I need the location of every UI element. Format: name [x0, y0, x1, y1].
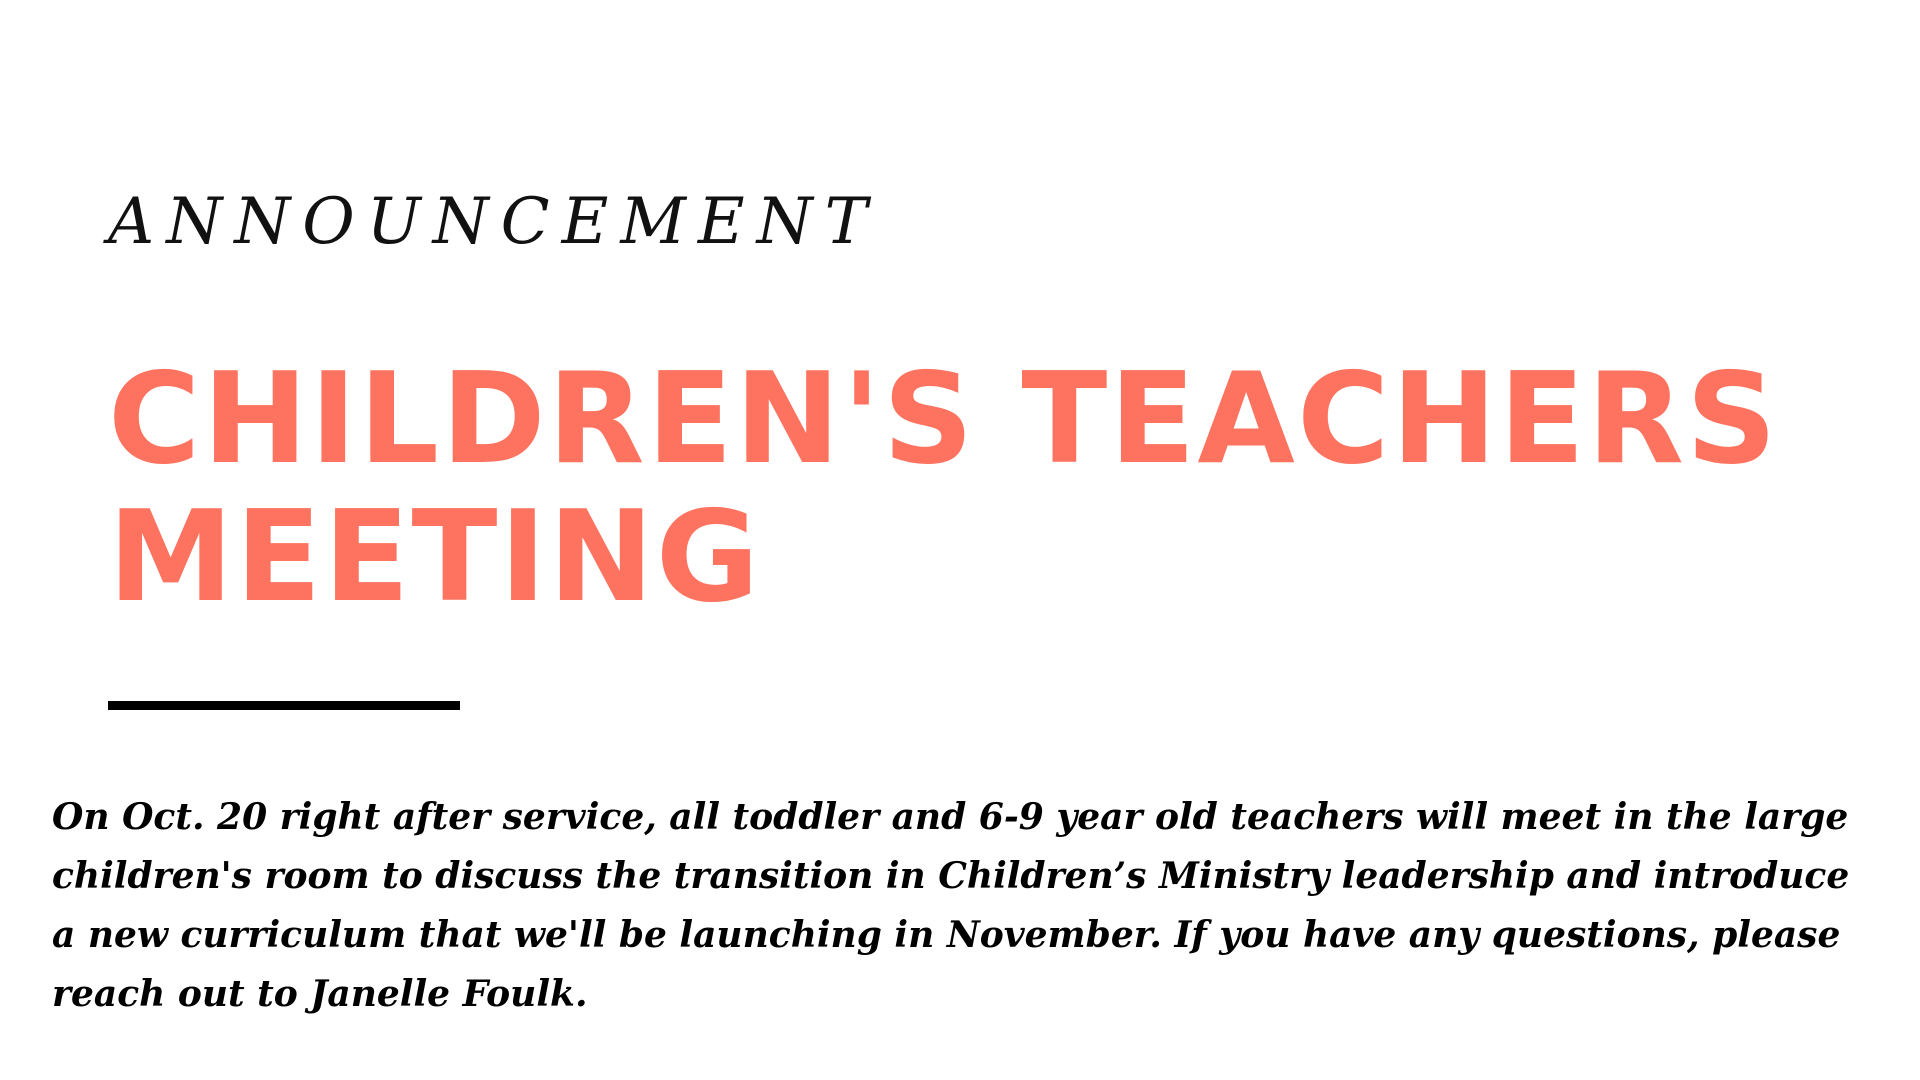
announcement-body: On Oct. 20 right after service, all toddler and 6-9 year old teachers will meet in the large children's room to discuss the transition in Children’s Ministry leadership and introduce a new curriculum that we'll be launching in November. If you have any questions, please reach out to Janelle Foulk. — [52, 796, 1850, 1015]
headline-line-2: MEETING — [108, 483, 762, 630]
announcement-eyebrow: ANNOUNCEMENT — [108, 185, 880, 259]
headline-line-1: CHILDREN'S TEACHERS — [108, 345, 1779, 492]
divider-rule — [108, 701, 460, 710]
headline — [108, 345, 1888, 630]
